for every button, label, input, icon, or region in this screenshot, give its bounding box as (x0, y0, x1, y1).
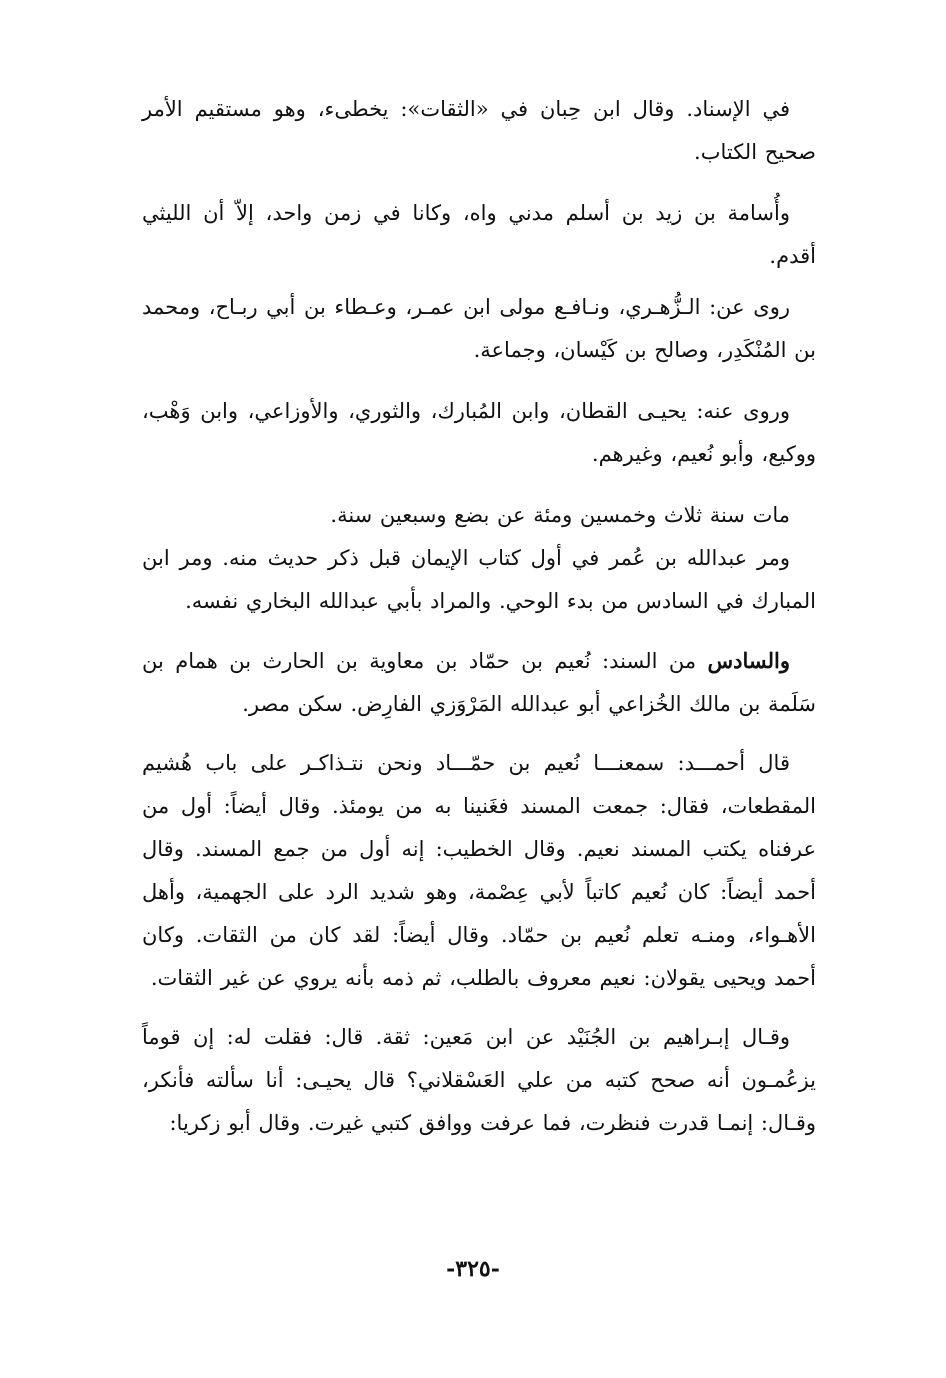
paragraph-3 (142, 286, 816, 372)
paragraph-6-text: ومر عبدالله بن عُمر في أول كتاب الإيمان قبل ذكر حديث منه. ومر ابن المبارك في السادس من بدء الوحي. والمراد بأبي عبدالله البخاري نفسه. (142, 546, 816, 613)
paragraph-5-text: مات سنة ثلاث وخمسين ومئة عن بضع وسبعين سنة. (330, 503, 790, 527)
paragraph-7 (142, 639, 816, 726)
paragraph-6 (142, 537, 816, 623)
paragraph-4 (142, 390, 816, 476)
page-body-text (142, 88, 816, 1145)
paragraph-7-lead: والسادس (707, 648, 790, 673)
paragraph-7-text: من السند: نُعيم بن حمّاد بن معاوية بن الحارث بن همام بن سَلَمة بن مالك الخُزاعي أبو عبدالله المَرْوَزي الفارِض. سكن مصر. (142, 649, 816, 716)
paragraph-3-text: روى عن: الـزُّهـري، ونـافـع مولى ابن عمـر، وعـطاء بن أبي ربـاح، ومحمد بن المُنْكَدِر، وصالح بن كَيْسان، وجماعة. (142, 295, 816, 362)
paragraph-9 (142, 1016, 816, 1145)
paragraph-5 (142, 494, 816, 537)
paragraph-8-text: قال أحمـــد: سمعنـــا نُعيم بن حمّـــاد ونحن نتـذاكـر على باب هُشيم المقطعات، فقال: جمعت المسند فغَنينا به من يومئذ. وقال أيضاً: أول من عرفناه يكتب المسند نعيم. وقال الخطيب: إنه أول من جمع المسند. وقال أحمد أيضاً: كان نُعيم كاتباً لأبي عِصْمة، وهو شديد الرد على الجهمية، وأهل الأهـواء، ومنـه تعلم نُعيم بن حمّاد. وقال أيضاً: لقد كان من الثقات. وكان أحمد ويحيى يقولان: نعيم معروف بالطلب، ثم ذمه بأنه يروي عن غير الثقات. (142, 751, 816, 990)
paragraph-4-text: وروى عنه: يحيـى القطان، وابن المُبارك، والثوري، والأوزاعي، وابن وَهْب، ووكيع، وأبو نُعيم، وغيرهم. (142, 399, 816, 466)
paragraph-2 (142, 192, 816, 278)
paragraph-1-text: في الإسناد. وقال ابن حِبان في «الثقات»: يخطىء، وهو مستقيم الأمر صحيح الكتاب. (142, 97, 816, 164)
paragraph-8 (142, 742, 816, 1000)
paragraph-2-text: وأُسامة بن زيد بن أسلم مدني واه، وكانا في زمن واحد، إلاّ أن الليثي أقدم. (142, 201, 816, 268)
page-number: -٣٢٥- (446, 1256, 500, 1282)
paragraph-9-text: وقـال إبـراهيم بن الجُنَيْد عن ابن مَعين: ثقة. قال: فقلت له: إن قوماً يزعُمـون أنه صحح كتبه من علي العَسْقلاني؟ قال يحيـى: أنا سألته فأنكر، وقـال: إنمـا قدرت فنظرت، فما عرفت ووافق كتبي غيرت. وقال أبو زكريا: (142, 1025, 816, 1135)
paragraph-1 (142, 88, 816, 174)
